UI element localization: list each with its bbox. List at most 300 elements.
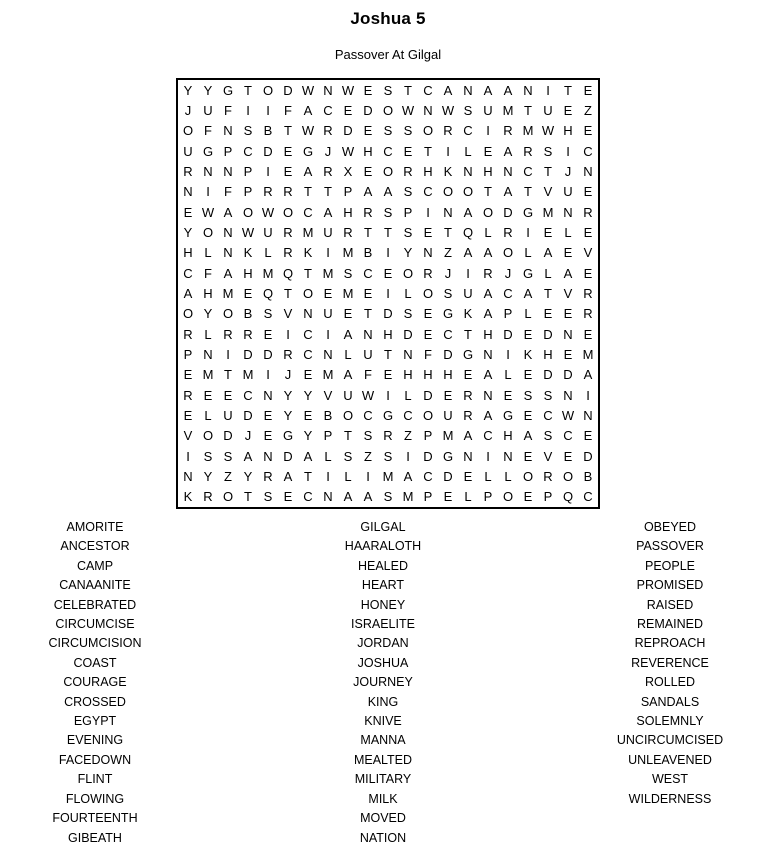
- grid-cell: K: [463, 306, 473, 322]
- grid-cell: R: [263, 184, 273, 200]
- word-list-item: AMORITE: [66, 520, 124, 534]
- grid-cell: R: [243, 326, 253, 342]
- grid-cell: E: [543, 306, 553, 322]
- grid-cell: E: [543, 224, 553, 240]
- grid-cell: I: [206, 184, 210, 200]
- grid-cell: W: [301, 82, 315, 98]
- grid-cell: S: [403, 224, 413, 240]
- grid-cell: S: [383, 123, 393, 139]
- grid-cell: O: [422, 123, 434, 139]
- word-list-item: FOURTEENTH: [52, 811, 138, 826]
- grid-cell: H: [403, 367, 413, 383]
- grid-cell: R: [463, 387, 473, 403]
- grid-cell: O: [482, 204, 494, 220]
- word-list-item: CELEBRATED: [53, 597, 137, 612]
- grid-cell: C: [483, 428, 493, 444]
- grid-cell: Y: [303, 428, 313, 444]
- grid-cell: N: [263, 448, 273, 464]
- grid-cell: M: [242, 367, 254, 383]
- word-list-item: JOURNEY: [353, 675, 413, 690]
- grid-cell: S: [243, 123, 253, 139]
- word-list-item: ANCESTOR: [60, 539, 130, 554]
- grid-cell: G: [442, 448, 454, 464]
- grid-cell: D: [263, 346, 273, 362]
- grid-cell: C: [243, 387, 253, 403]
- grid-cell: W: [401, 102, 415, 118]
- grid-cell: N: [223, 245, 233, 261]
- grid-cell: R: [183, 163, 193, 179]
- grid-cell: N: [463, 163, 473, 179]
- word-list-item: REVERENCE: [631, 655, 709, 670]
- grid-cell: S: [203, 448, 213, 464]
- grid-cell: U: [483, 102, 493, 118]
- grid-cell: I: [186, 448, 190, 464]
- grid-cell: O: [182, 306, 194, 322]
- word-list-item: CAMP: [76, 558, 114, 573]
- word-list-item: PASSOVER: [636, 539, 704, 554]
- word-list-item: MILK: [368, 791, 398, 806]
- grid-cell: I: [506, 346, 510, 362]
- grid-cell: A: [483, 285, 493, 301]
- grid-cell: I: [326, 245, 330, 261]
- grid-cell: U: [223, 407, 233, 423]
- grid-cell: N: [363, 326, 373, 342]
- grid-cell: A: [543, 245, 553, 261]
- grid-cell: A: [523, 285, 533, 301]
- grid-cell: A: [283, 468, 293, 484]
- grid-cell: N: [423, 102, 433, 118]
- grid-cell: O: [562, 468, 574, 484]
- grid-cell: T: [224, 367, 232, 383]
- grid-cell: N: [263, 387, 273, 403]
- grid-cell: L: [204, 245, 212, 261]
- grid-cell: D: [583, 448, 593, 464]
- grid-cell: M: [322, 265, 334, 281]
- grid-cell: E: [223, 387, 233, 403]
- grid-cell: R: [183, 387, 193, 403]
- grid-cell: S: [403, 184, 413, 200]
- grid-cell: A: [223, 265, 233, 281]
- grid-cell: R: [223, 326, 233, 342]
- grid-cell: E: [523, 489, 533, 505]
- grid-cell: R: [183, 326, 193, 342]
- grid-cell: J: [244, 428, 252, 444]
- grid-cell: N: [563, 387, 573, 403]
- grid-cell: K: [303, 245, 313, 261]
- grid-cell: I: [466, 265, 470, 281]
- grid-cell: P: [483, 489, 493, 505]
- grid-cell: P: [423, 428, 433, 444]
- grid-cell: S: [383, 82, 393, 98]
- word-list-item: CIRCUMCISION: [48, 636, 142, 651]
- word-list-item: EGYPT: [73, 714, 117, 729]
- grid-cell: V: [543, 184, 553, 200]
- grid-cell: O: [342, 407, 354, 423]
- grid-cell: U: [563, 184, 573, 200]
- grid-cell: H: [383, 326, 393, 342]
- grid-cell: G: [522, 265, 534, 281]
- grid-cell: S: [463, 102, 473, 118]
- word-list-item: HEALED: [357, 558, 409, 573]
- grid-cell: Y: [283, 387, 293, 403]
- grid-cell: W: [561, 407, 575, 423]
- word-list-item: MANNA: [360, 733, 406, 748]
- grid-cell: C: [243, 143, 253, 159]
- word-list-item: HAARALOTH: [344, 539, 422, 554]
- grid-cell: E: [363, 82, 373, 98]
- grid-cell: Y: [183, 82, 193, 98]
- grid-cell: A: [323, 204, 333, 220]
- grid-cell: R: [263, 468, 273, 484]
- grid-cell: I: [486, 123, 490, 139]
- grid-cell: Y: [403, 245, 413, 261]
- grid-cell: N: [223, 224, 233, 240]
- grid-cell: S: [263, 489, 273, 505]
- grid-cell: E: [303, 367, 313, 383]
- grid-cell: D: [363, 102, 373, 118]
- grid-cell: O: [182, 123, 194, 139]
- grid-cell: I: [426, 204, 430, 220]
- word-list-item: WEST: [651, 772, 689, 787]
- grid-cell: F: [204, 265, 212, 281]
- grid-cell: B: [263, 123, 273, 139]
- word-list-item: GILGAL: [360, 520, 406, 534]
- grid-cell: T: [524, 184, 532, 200]
- grid-cell: T: [544, 163, 552, 179]
- grid-cell: Y: [243, 468, 253, 484]
- grid-cell: D: [443, 346, 453, 362]
- grid-cell: E: [523, 367, 533, 383]
- grid-cell: A: [483, 407, 493, 423]
- grid-cell: T: [324, 184, 332, 200]
- grid-cell: S: [383, 448, 393, 464]
- grid-cell: A: [243, 448, 253, 464]
- grid-cell: M: [382, 468, 394, 484]
- grid-cell: I: [246, 102, 250, 118]
- grid-cell: E: [423, 224, 433, 240]
- grid-cell: H: [243, 265, 253, 281]
- grid-cell: D: [423, 387, 433, 403]
- grid-cell: A: [563, 265, 573, 281]
- grid-cell: I: [446, 143, 450, 159]
- grid-cell: E: [263, 428, 273, 444]
- grid-cell: D: [543, 326, 553, 342]
- grid-cell: J: [324, 143, 332, 159]
- grid-cell: F: [224, 102, 232, 118]
- grid-cell: A: [363, 184, 373, 200]
- grid-cell: E: [183, 367, 193, 383]
- grid-cell: D: [283, 82, 293, 98]
- grid-cell: H: [343, 204, 353, 220]
- grid-cell: D: [243, 407, 253, 423]
- grid-cell: M: [322, 367, 334, 383]
- grid-cell: M: [582, 346, 594, 362]
- grid-cell: Q: [562, 489, 574, 505]
- grid-cell: H: [543, 346, 553, 362]
- grid-cell: A: [483, 367, 493, 383]
- grid-cell: G: [382, 407, 394, 423]
- grid-cell: M: [542, 204, 554, 220]
- grid-cell: E: [583, 224, 593, 240]
- grid-cell: D: [263, 143, 273, 159]
- grid-cell: I: [286, 326, 290, 342]
- grid-cell: E: [363, 285, 373, 301]
- grid-cell: E: [483, 143, 493, 159]
- grid-cell: A: [343, 367, 353, 383]
- grid-cell: D: [283, 448, 293, 464]
- grid-cell: L: [204, 407, 212, 423]
- grid-cell: W: [441, 102, 455, 118]
- grid-cell: U: [443, 407, 453, 423]
- grid-cell: A: [303, 448, 313, 464]
- grid-cell: H: [423, 367, 433, 383]
- grid-cell: T: [284, 123, 292, 139]
- word-list-item: MILITARY: [354, 772, 412, 787]
- grid-cell: R: [283, 346, 293, 362]
- grid-cell: C: [303, 204, 313, 220]
- grid-cell: O: [422, 285, 434, 301]
- grid-cell: N: [183, 468, 193, 484]
- grid-cell: H: [183, 245, 193, 261]
- grid-cell: E: [423, 306, 433, 322]
- grid-cell: S: [443, 285, 453, 301]
- grid-cell: T: [464, 326, 472, 342]
- grid-cell: U: [323, 306, 333, 322]
- grid-cell: T: [364, 224, 372, 240]
- grid-cell: I: [526, 224, 530, 240]
- grid-cell: A: [183, 285, 193, 301]
- grid-cell: E: [443, 489, 453, 505]
- grid-cell: N: [563, 204, 573, 220]
- grid-cell: U: [463, 285, 473, 301]
- grid-cell: B: [583, 468, 593, 484]
- grid-cell: O: [462, 184, 474, 200]
- grid-cell: U: [363, 346, 373, 362]
- word-list-item: ROLLED: [644, 675, 696, 690]
- grid-cell: T: [364, 306, 372, 322]
- grid-cell: K: [183, 489, 193, 505]
- grid-cell: H: [443, 367, 453, 383]
- word-list-item: EVENING: [66, 733, 124, 748]
- grid-cell: I: [566, 143, 570, 159]
- grid-cell: I: [406, 448, 410, 464]
- grid-cell: D: [503, 326, 513, 342]
- grid-cell: G: [502, 407, 514, 423]
- grid-cell: L: [504, 468, 512, 484]
- word-list-item: SANDALS: [640, 694, 700, 709]
- grid-cell: Y: [183, 224, 193, 240]
- grid-cell: A: [303, 163, 313, 179]
- grid-cell: E: [563, 245, 573, 261]
- grid-cell: N: [403, 346, 413, 362]
- grid-cell: Y: [283, 407, 293, 423]
- grid-cell: R: [523, 143, 533, 159]
- grid-cell: R: [283, 184, 293, 200]
- grid-cell: E: [563, 448, 573, 464]
- grid-cell: Z: [224, 468, 232, 484]
- grid-cell: B: [323, 407, 333, 423]
- grid-cell: D: [243, 346, 253, 362]
- grid-cell: T: [284, 285, 292, 301]
- grid-cell: O: [442, 184, 454, 200]
- grid-cell: P: [223, 143, 233, 159]
- grid-cell: O: [502, 245, 514, 261]
- grid-cell: E: [523, 448, 533, 464]
- grid-cell: M: [402, 489, 414, 505]
- grid-cell: E: [583, 123, 593, 139]
- grid-cell: E: [343, 306, 353, 322]
- grid-cell: I: [266, 367, 270, 383]
- grid-cell: M: [302, 224, 314, 240]
- grid-cell: L: [344, 468, 352, 484]
- grid-cell: I: [586, 387, 590, 403]
- grid-cell: I: [326, 326, 330, 342]
- word-list-item: MEALTED: [353, 752, 413, 767]
- grid-cell: G: [462, 346, 474, 362]
- grid-cell: E: [443, 387, 453, 403]
- grid-cell: G: [202, 143, 214, 159]
- word-list-item: FLOWING: [65, 791, 125, 806]
- grid-cell: O: [202, 428, 214, 444]
- grid-cell: A: [303, 102, 313, 118]
- grid-cell: T: [424, 143, 432, 159]
- grid-cell: O: [202, 224, 214, 240]
- grid-cell: C: [423, 82, 433, 98]
- grid-cell: O: [242, 204, 254, 220]
- word-list-item: UNLEAVENED: [628, 752, 712, 767]
- grid-cell: E: [183, 204, 193, 220]
- grid-cell: C: [563, 428, 573, 444]
- grid-cell: S: [383, 489, 393, 505]
- word-list-item: UNCIRCUMCISED: [616, 733, 724, 748]
- grid-cell: I: [326, 468, 330, 484]
- grid-cell: E: [583, 184, 593, 200]
- grid-cell: N: [323, 82, 333, 98]
- grid-cell: C: [303, 326, 313, 342]
- grid-cell: W: [261, 204, 275, 220]
- word-list-item: PEOPLE: [644, 558, 696, 573]
- grid-cell: H: [483, 163, 493, 179]
- grid-cell: C: [403, 407, 413, 423]
- grid-cell: W: [241, 224, 255, 240]
- grid-cell: P: [343, 184, 353, 200]
- grid-cell: M: [202, 367, 214, 383]
- grid-cell: F: [224, 184, 232, 200]
- grid-cell: E: [183, 407, 193, 423]
- grid-cell: T: [404, 82, 412, 98]
- grid-cell: L: [264, 245, 272, 261]
- grid-cell: D: [423, 448, 433, 464]
- grid-cell: O: [502, 489, 514, 505]
- grid-cell: T: [384, 346, 392, 362]
- grid-cell: N: [523, 82, 533, 98]
- grid-cell: Q: [462, 224, 474, 240]
- grid-cell: T: [384, 224, 392, 240]
- grid-cell: J: [444, 265, 452, 281]
- grid-cell: R: [283, 224, 293, 240]
- grid-cell: I: [366, 468, 370, 484]
- grid-cell: E: [283, 143, 293, 159]
- grid-cell: O: [262, 82, 274, 98]
- grid-cell: N: [503, 448, 513, 464]
- grid-cell: Z: [584, 102, 592, 118]
- grid-cell: I: [546, 82, 550, 98]
- grid-cell: T: [304, 265, 312, 281]
- word-list-item: REPROACH: [634, 636, 706, 651]
- grid-cell: Z: [364, 448, 372, 464]
- grid-cell: T: [444, 224, 452, 240]
- grid-cell: I: [486, 448, 490, 464]
- grid-cell: L: [544, 265, 552, 281]
- grid-cell: D: [223, 428, 233, 444]
- grid-cell: T: [564, 82, 572, 98]
- grid-cell: T: [244, 489, 252, 505]
- grid-cell: C: [543, 407, 553, 423]
- grid-cell: U: [183, 143, 193, 159]
- grid-cell: Y: [303, 387, 313, 403]
- grid-cell: I: [386, 387, 390, 403]
- grid-cell: V: [543, 448, 553, 464]
- grid-cell: C: [303, 489, 313, 505]
- grid-cell: R: [463, 407, 473, 423]
- grid-cell: C: [583, 489, 593, 505]
- grid-cell: E: [263, 407, 273, 423]
- grid-cell: Y: [203, 306, 213, 322]
- grid-cell: R: [443, 123, 453, 139]
- grid-cell: F: [284, 102, 292, 118]
- grid-cell: C: [583, 143, 593, 159]
- grid-cell: G: [442, 306, 454, 322]
- grid-cell: O: [282, 204, 294, 220]
- grid-cell: B: [363, 245, 373, 261]
- grid-cell: D: [503, 204, 513, 220]
- grid-cell: K: [523, 346, 533, 362]
- word-list-item: OBEYED: [643, 520, 697, 534]
- grid-cell: T: [304, 468, 312, 484]
- page-title: Joshua 5: [350, 9, 426, 28]
- grid-cell: I: [266, 102, 270, 118]
- grid-cell: D: [383, 306, 393, 322]
- grid-cell: N: [583, 407, 593, 423]
- grid-cell: E: [523, 326, 533, 342]
- grid-cell: K: [243, 245, 253, 261]
- grid-cell: E: [343, 102, 353, 118]
- grid-cell: A: [503, 184, 513, 200]
- grid-cell: O: [402, 265, 414, 281]
- grid-cell: T: [484, 184, 492, 200]
- grid-cell: C: [363, 407, 373, 423]
- grid-cell: A: [363, 489, 373, 505]
- grid-cell: Q: [282, 265, 294, 281]
- grid-cell: J: [564, 163, 572, 179]
- grid-cell: L: [204, 326, 212, 342]
- grid-cell: R: [503, 224, 513, 240]
- grid-cell: U: [543, 102, 553, 118]
- grid-cell: N: [483, 387, 493, 403]
- grid-cell: T: [344, 428, 352, 444]
- grid-cell: M: [342, 245, 354, 261]
- grid-cell: C: [423, 184, 433, 200]
- grid-cell: D: [343, 123, 353, 139]
- grid-cell: J: [184, 102, 192, 118]
- grid-cell: E: [563, 346, 573, 362]
- grid-cell: R: [203, 489, 213, 505]
- grid-cell: C: [463, 123, 473, 139]
- grid-cell: E: [203, 387, 213, 403]
- page-subtitle: Passover At Gilgal: [334, 47, 442, 62]
- grid-cell: A: [443, 82, 453, 98]
- grid-cell: K: [443, 163, 453, 179]
